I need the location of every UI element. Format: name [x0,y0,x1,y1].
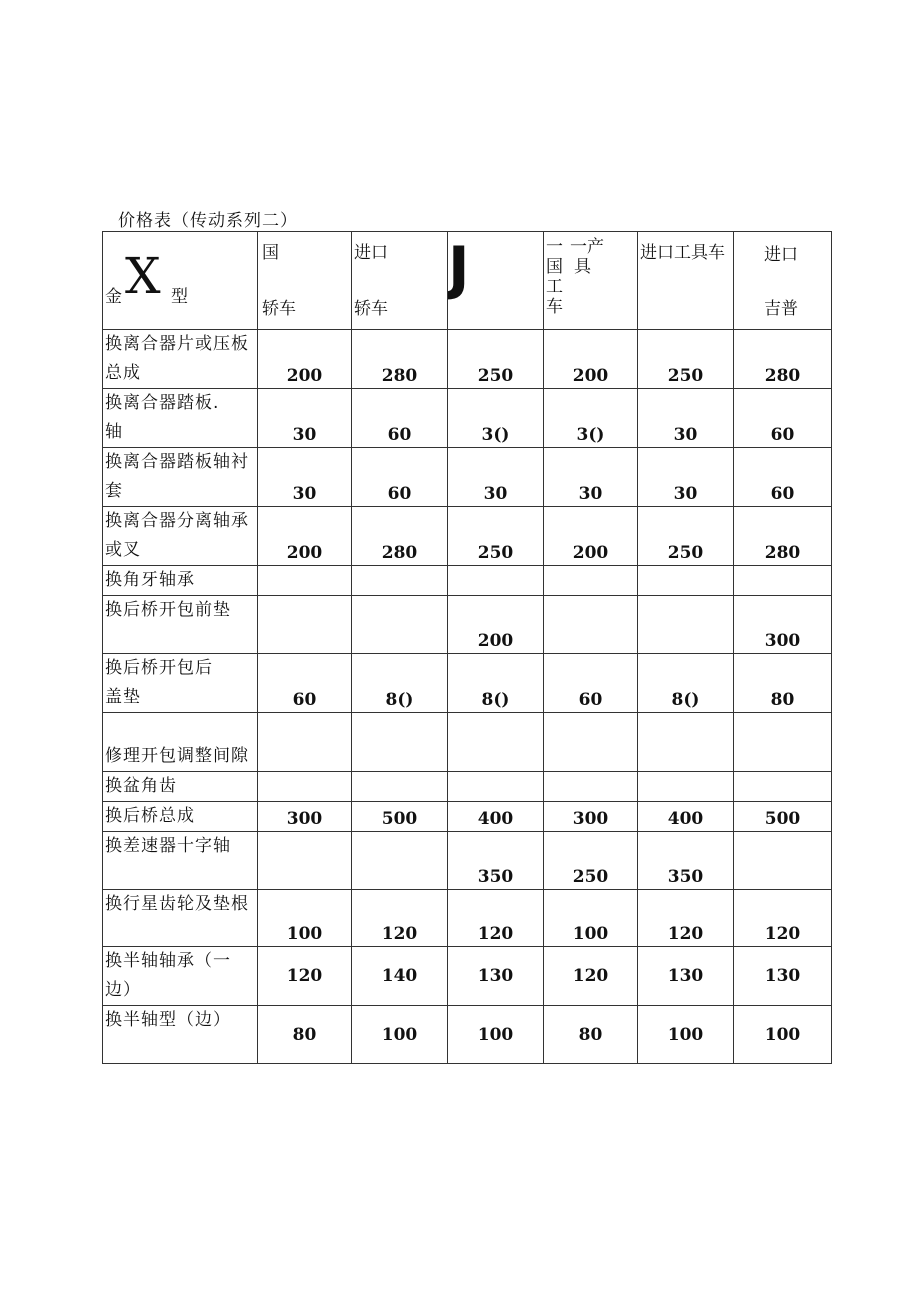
price-value: 400 [477,809,514,829]
price-cell [638,389,734,448]
price-value: 200 [572,543,609,563]
price-cell [544,566,638,596]
price-cell [734,947,832,1006]
price-cell [638,890,734,947]
price-cell [352,448,448,507]
price-cell [352,890,448,947]
table-row [103,507,832,566]
price-value: 140 [381,966,418,986]
price-value: 280 [381,543,418,563]
price-cell [734,802,832,832]
price-cell [734,389,832,448]
price-cell [352,713,448,772]
price-cell [448,596,544,654]
price-cell [258,596,352,654]
price-cell [638,947,734,1006]
price-cell [352,772,448,802]
item-cell [103,772,258,802]
price-cell [352,596,448,654]
price-cell [544,596,638,654]
item-cell [103,654,258,713]
price-cell [544,1006,638,1064]
item-label: 修理开包调整间隙 [105,746,249,766]
page-title: 价格表（传动系列二） [118,211,298,231]
price-cell [544,713,638,772]
price-value: 60 [387,484,412,504]
price-value: 200 [286,543,323,563]
header-corner-left: 金 [105,287,122,307]
item-label: 换后桥总成 [105,806,195,826]
item-label: 换差速器十字轴 [105,836,231,856]
header-col-import-utility: 进口工具车 [638,232,734,330]
price-cell [734,566,832,596]
price-value: 250 [572,867,609,887]
table-row [103,566,832,596]
price-value: 30 [292,484,317,504]
table-row [103,1006,832,1064]
price-cell [258,772,352,802]
item-cell [103,713,258,772]
price-value: 200 [286,366,323,386]
header-col3-mark: J [448,234,470,302]
price-table [102,231,832,1064]
price-value: 200 [477,631,514,651]
price-cell [544,507,638,566]
header-col-import-jeep: 进口 吉普 [734,232,832,330]
price-cell [448,448,544,507]
price-cell [448,654,544,713]
item-label: 换半轴型（边） [105,1010,231,1030]
item-cell [103,448,258,507]
price-value: 30 [292,425,317,445]
item-label: 换盆角齿 [105,776,177,796]
price-cell [638,772,734,802]
price-value: 250 [667,543,704,563]
price-cell [352,566,448,596]
price-value: 130 [477,966,514,986]
item-cell [103,330,258,389]
price-value: 120 [764,924,801,944]
table-row [103,654,832,713]
price-cell [544,772,638,802]
price-cell [352,330,448,389]
price-cell [448,566,544,596]
table-row [103,596,832,654]
item-label: 换半轴轴承（一 边） [105,951,231,1000]
table-row [103,389,832,448]
price-cell [352,802,448,832]
price-cell [352,389,448,448]
item-label: 换后桥开包后 盖垫 [105,658,213,707]
price-value: 8() [481,690,510,710]
price-cell [734,654,832,713]
price-value: 60 [292,690,317,710]
item-cell [103,507,258,566]
price-cell [734,832,832,890]
price-value: 100 [477,1024,514,1045]
item-cell [103,802,258,832]
table-row [103,713,832,772]
header-corner-mark: X [125,247,161,305]
header-corner-cell [103,232,258,330]
price-cell [258,448,352,507]
price-value: 60 [770,484,795,504]
price-cell [544,389,638,448]
price-value: 100 [572,924,609,944]
table-row [103,772,832,802]
price-cell [638,566,734,596]
price-cell [448,772,544,802]
price-cell [258,507,352,566]
price-value: 30 [673,425,698,445]
item-label: 换后桥开包前垫 [105,600,231,620]
header-row [103,232,832,330]
price-value: 280 [764,543,801,563]
price-value: 80 [578,1024,603,1045]
item-cell [103,1006,258,1064]
price-cell [352,654,448,713]
price-value: 3() [576,425,605,445]
price-value: 60 [578,690,603,710]
table-row [103,802,832,832]
header-col-import-car: 进口 轿车 [352,232,448,330]
price-cell [544,947,638,1006]
table-row [103,448,832,507]
price-cell [448,947,544,1006]
price-value: 350 [667,867,704,887]
price-cell [448,802,544,832]
price-value: 250 [477,543,514,563]
price-cell [544,832,638,890]
price-cell [258,890,352,947]
price-cell [258,832,352,890]
price-value: 120 [381,924,418,944]
table-row [103,832,832,890]
price-value: 100 [381,1024,418,1045]
price-value: 130 [764,966,801,986]
price-cell [258,1006,352,1064]
price-value: 130 [667,966,704,986]
header-corner-right: 型 [171,287,188,307]
price-cell [448,389,544,448]
price-value: 120 [286,966,323,986]
price-value: 500 [764,809,801,829]
price-cell [352,1006,448,1064]
header-col-domestic-car: 国 轿车 [258,232,352,330]
table-row [103,890,832,947]
item-label: 换离合器踏板. 轴 [105,393,220,442]
price-cell [544,448,638,507]
price-cell [258,566,352,596]
price-cell [448,1006,544,1064]
price-value: 3() [481,425,510,445]
price-cell [544,890,638,947]
price-cell [734,713,832,772]
price-cell [258,330,352,389]
price-cell [734,890,832,947]
price-cell [258,802,352,832]
price-value: 60 [387,425,412,445]
table-row [103,947,832,1006]
price-cell [638,713,734,772]
item-cell [103,947,258,1006]
price-cell [638,507,734,566]
price-cell [638,330,734,389]
price-cell [544,330,638,389]
price-cell [352,832,448,890]
price-value: 80 [770,690,795,710]
price-cell [734,596,832,654]
price-cell [638,596,734,654]
price-value: 60 [770,425,795,445]
price-value: 120 [667,924,704,944]
price-value: 300 [764,631,801,651]
price-value: 8() [385,690,414,710]
price-cell [638,832,734,890]
price-cell [352,947,448,1006]
price-value: 400 [667,809,704,829]
price-cell [544,802,638,832]
item-label: 换离合器片或压板 总成 [105,334,249,383]
price-cell [258,947,352,1006]
price-value: 30 [578,484,603,504]
price-cell [448,713,544,772]
header-col-domestic-utility: 一 一产 国 具 工 车 [544,232,638,330]
price-cell [734,507,832,566]
item-label: 换离合器分离轴承 或叉 [105,511,249,560]
item-cell [103,596,258,654]
item-label: 换离合器踏板轴衬 套 [105,452,249,501]
table-row [103,330,832,389]
price-cell [448,890,544,947]
price-cell [258,389,352,448]
price-value: 280 [764,366,801,386]
price-cell [734,448,832,507]
item-label: 换行星齿轮及垫根 [105,894,249,914]
price-value: 100 [286,924,323,944]
price-value: 80 [292,1024,317,1045]
item-label: 换角牙轴承 [105,570,195,590]
price-value: 500 [381,809,418,829]
price-value: 120 [572,966,609,986]
header-col-3 [448,232,544,330]
price-cell [734,772,832,802]
price-value: 250 [667,366,704,386]
price-value: 100 [764,1024,801,1045]
price-value: 300 [286,809,323,829]
price-cell [258,713,352,772]
price-cell [258,654,352,713]
item-cell [103,832,258,890]
price-value: 350 [477,867,514,887]
item-cell [103,890,258,947]
price-cell [448,330,544,389]
price-value: 30 [483,484,508,504]
price-cell [352,507,448,566]
price-value: 280 [381,366,418,386]
price-cell [638,802,734,832]
item-cell [103,389,258,448]
price-cell [544,654,638,713]
price-value: 250 [477,366,514,386]
price-cell [734,330,832,389]
price-value: 100 [667,1024,704,1045]
item-cell [103,566,258,596]
price-cell [638,654,734,713]
price-value: 30 [673,484,698,504]
price-value: 8() [671,690,700,710]
price-cell [448,832,544,890]
price-cell [638,1006,734,1064]
price-cell [448,507,544,566]
price-value: 300 [572,809,609,829]
price-value: 200 [572,366,609,386]
price-cell [734,1006,832,1064]
price-cell [638,448,734,507]
price-value: 120 [477,924,514,944]
